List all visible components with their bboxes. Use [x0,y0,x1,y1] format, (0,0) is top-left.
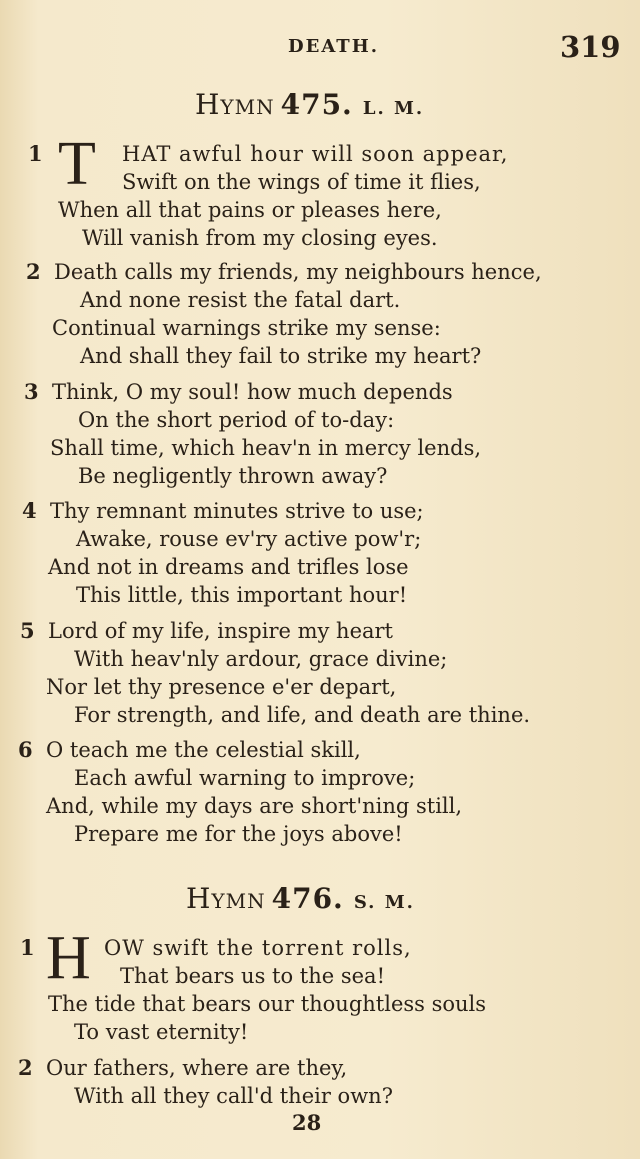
drop-cap: H [46,924,91,992]
hymn-line: And none resist the fatal dart. [80,288,401,312]
hymn-line: And not in dreams and trifles lose [48,555,409,579]
hymn-line: For strength, and life, and death are thine. [74,703,531,727]
hymn-line: Our fathers, where are they, [46,1056,348,1080]
hymn-line: OW swift the torrent rolls, [104,936,412,960]
hymn-line: HAT awful hour will soon appear, [122,142,509,166]
hymn-line: Will vanish from my closing eyes. [82,226,438,250]
verse-number: 5 [20,618,35,643]
hymn-line: To vast eternity! [74,1020,249,1044]
hymn-line: Continual warnings strike my sense: [52,316,441,340]
hymn-line: Death calls my friends, my neighbours hence, [54,260,542,284]
hymn-line: Thy remnant minutes strive to use; [50,499,424,523]
verse-number: 2 [26,259,41,284]
hymn-line: With all they call'd their own? [74,1084,393,1108]
verse-number: 4 [22,498,37,523]
hymn-line: Awake, rouse ev'ry active pow'r; [76,527,422,551]
page-number: 319 [560,30,621,64]
running-header: DEATH. [288,36,379,57]
hymn-line: Swift on the wings of time it flies, [122,170,481,194]
verse-number: 6 [18,737,33,762]
hymn-line: O teach me the celestial skill, [46,738,361,762]
hymn-line: Lord of my life, inspire my heart [48,619,393,643]
hymn-476-title: HYMN 476. S. M. [186,882,415,915]
hymn-line: This little, this important hour! [76,583,408,607]
hymn-line: And, while my days are short'ning still, [46,794,463,818]
verse-number: 1 [28,141,43,166]
verse-number: 1 [20,935,35,960]
hymn-line: With heav'nly ardour, grace divine; [74,647,448,671]
hymn-line: That bears us to the sea! [120,964,386,988]
hymn-475-title: HYMN 475. L. M. [195,88,425,121]
hymn-line: Shall time, which heav'n in mercy lends, [50,436,482,460]
hymn-line: Nor let thy presence e'er depart, [46,675,397,699]
hymn-line: And shall they fail to strike my heart? [80,344,482,368]
verse-number: 3 [24,379,39,404]
hymn-line: On the short period of to-day: [78,408,395,432]
hymn-line: Each awful warning to improve; [74,766,416,790]
hymn-line: Think, O my soul! how much depends [52,380,453,404]
signature-mark: 28 [292,1110,322,1135]
verse-number: 2 [18,1055,33,1080]
hymn-line: Prepare me for the joys above! [74,822,403,846]
hymn-line: The tide that bears our thoughtless souls [48,992,487,1016]
hymn-line: When all that pains or pleases here, [58,198,442,222]
drop-cap: T [58,130,96,198]
hymn-line: Be negligently thrown away? [78,464,388,488]
